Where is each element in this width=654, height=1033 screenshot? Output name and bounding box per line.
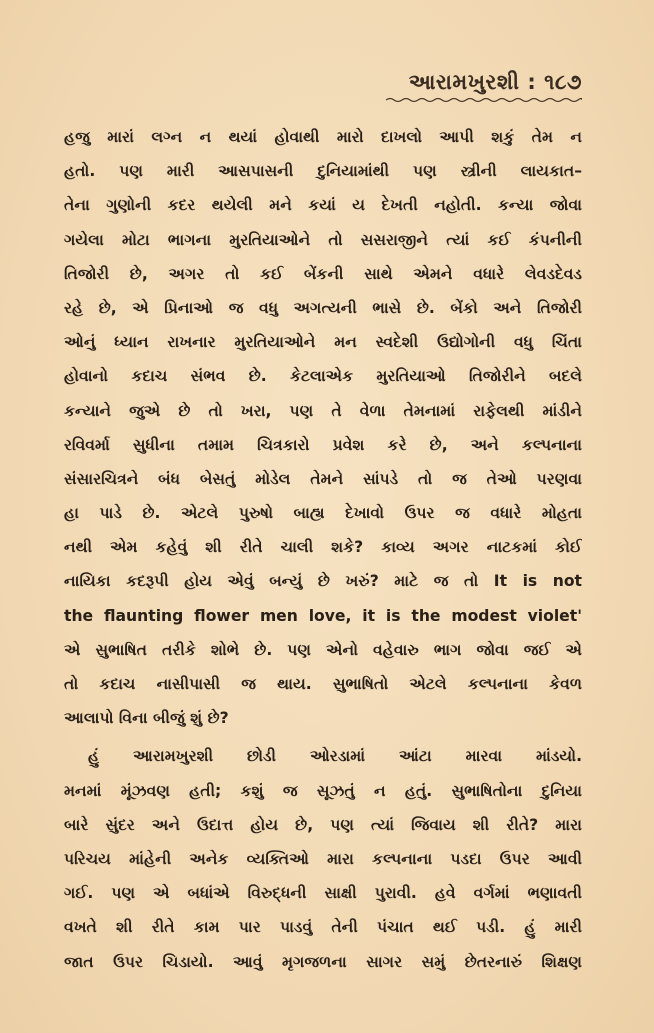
text-line: હતો. પણ મારી આસપાસની દુનિયામાંથી પણ સ્ત્રીની લાયકાત– [64,162,582,181]
text-line: બારે સુંદર અને ઉદાત્ત હોય છે, પણ ત્યાં જિવાય શી રીતે? મારા [64,815,582,834]
text-line: મનમાં મૂંઝવણ હતી; કશું જ સૂઝતું ન હતું. સુભાષિતોના દુનિયા [64,781,582,800]
paragraph-2 [64,739,582,978]
paragraph-1 [64,120,582,735]
text-line: આલાપો વિના બીજું શું છે? [64,709,229,728]
text-line: હોવાનો કદાચ સંભવ છે. કેટલાએક મુરતિયાઓ તિજોરીને બદલે [64,367,582,386]
text-line: ઓનું ધ્યાન રાખનાર મુરતિયાઓને મન સ્વદેશી ઉદ્યોગોની વધુ ચિંતા [64,333,582,352]
text-line: કન્યાને જુએ છે તો ખરા, પણ તે વેળા તેમનામાં રાફેલથી માંડીને [64,401,582,420]
body-text [64,120,582,979]
text-line: હા પાડે છે. એટલે પુરુષો બાહ્ય દેખાવો ઉપર જ વધારે મોહતા [64,504,582,523]
text-line: તેના ગુણોની કદર થયેલી મને કયાં ય દેખતી નહોતી. કન્યા જોવા [64,196,582,215]
text-line: રહે છે, એ પ્રિનાઓ જ વધુ અગત્યની ભાસે છે. બેંકો અને તિજોરી [64,298,582,317]
text-line: સંસારચિત્રને બંધ બેસતું મોડેલ તેમને સાંપડે તો જ તેઓ પરણવા [64,469,582,488]
running-head: આરામખુરશી : ૧૮૭ [408,70,582,94]
text-line: નથી એમ કહેવું શી રીતે ચાલી શકે? કાવ્ય અગર નાટકમાં કોઈ [64,538,582,557]
text-line: ગયેલા મોટા ભાગના મુરતિયાઓને તો સસરાજીને ત્યાં કઈ કંપનીની [64,230,582,249]
text-line: તો કદાચ નાસીપાસી જ થાય. સુભાષિતો એટલે કલ્પનાના કેવળ [64,675,582,693]
text-line: જાત ઉપર ચિડાયો. આવું મૃગજળના સાગર સમું છેતરનારું શિક્ષણ [64,952,582,971]
text-line: નાયિકા કદરૂપી હોય એવું બન્યું છે ખરું? માટે જ તો It is not [64,572,582,591]
text-line: રવિવર્મા સુધીના તમામ ચિત્રકારો પ્રવેશ કરે છે, અને કલ્પનાના [64,435,582,454]
text-line: પરિચય માંહેની અનેક વ્યક્તિઓ મારા કલ્પનાના પડદા ઉપર આવી [64,849,582,868]
text-line: એ સુભાષિત તરીકે શોભે છે. પણ એનો વહેવારુ ભાગ જોવા જઈ એ [64,640,582,659]
text-line: વખતે શી રીતે કામ પાર પાડવું તેની પંચાત થઈ પડી. હું મારી [64,918,582,937]
text-line: ગઈ. પણ એ બધાંએ વિરુદ્ધની સાક્ષી પુરાવી. હવે વર્ગમાં ભણાવતી [64,884,582,903]
text-line: હજુ મારાં લગ્ન ન થયાં હોવાથી મારો દાખલો આપી શકું તેમ ન [64,128,582,146]
text-line: the flaunting flower men love, it is the modest violet' [64,606,582,625]
header-ornamental-rule [386,97,582,103]
text-line: તિજોરી છે, અગર તો કઈ બેંકની સાથે એમને વધારે લેવડદેવડ [64,264,582,283]
text-line: હું આરામખુરશી છોડી ઓરડામાં આંટા મારવા માંડયો. [88,747,582,766]
